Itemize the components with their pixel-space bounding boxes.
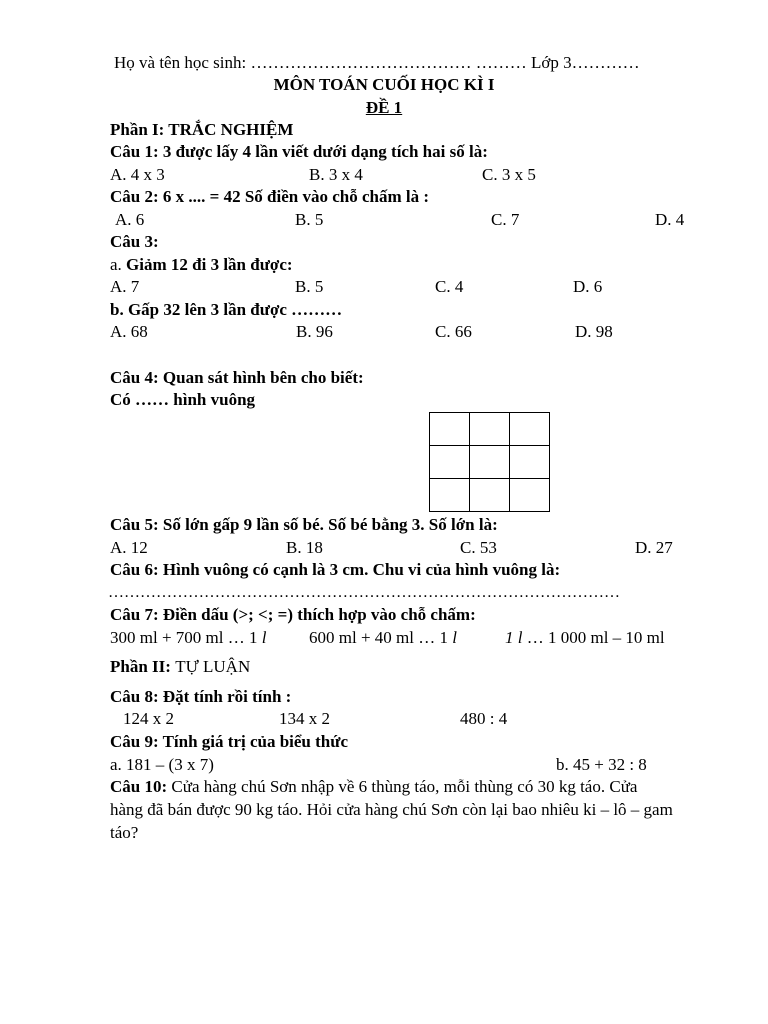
- q2-option-a: A. 6: [115, 210, 145, 229]
- q4-sub: Có …… hình vuông: [110, 390, 256, 409]
- q5-option-b: B. 18: [286, 538, 323, 557]
- q3a-prefix: a.: [110, 255, 127, 274]
- part1-heading: Phần I: TRẮC NGHIỆM: [110, 120, 294, 139]
- grid-cell: [470, 446, 510, 479]
- q7-e3-text: … 1 000 ml – 10 ml: [522, 628, 665, 647]
- student-info-line: Họ và tên học sinh: ………………………………… ……… Lớp 3…………: [114, 53, 640, 72]
- q6-text: : Hình vuông có cạnh là 3 cm. Chu vi của hình vuông là:: [152, 560, 561, 579]
- q3-label: Câu 3:: [110, 232, 159, 251]
- grid-cell: [430, 446, 470, 479]
- q7-e3-unit: 1 l: [505, 628, 523, 647]
- q7-expression-2: [309, 628, 457, 648]
- grid-cell: [430, 413, 470, 446]
- q1-option-a: A. 4 x 3: [110, 165, 165, 184]
- q1-option-c: C. 3 x 5: [482, 165, 536, 184]
- grid-cell: [470, 479, 510, 512]
- q7-prompt: Câu 7: Điền dấu (>; <; =) thích hợp vào chỗ chấm:: [110, 605, 476, 624]
- q8-item-2: 134 x 2: [279, 709, 330, 728]
- q10-line-2: hàng đã bán được 90 kg táo. Hỏi cửa hàng chú Sơn còn lại bao nhiêu ki – lô – gam: [110, 800, 673, 819]
- q2-prompt: [110, 187, 429, 207]
- q3a-text: Giảm 12 đi 3 lần được:: [126, 255, 293, 274]
- q7-e2-unit: l: [452, 628, 457, 647]
- q3b-prompt: b. Gấp 32 lên 3 lần được ………: [110, 300, 343, 319]
- part2-heading-title: TỰ LUẬN: [175, 657, 251, 676]
- q2-option-b: B. 5: [295, 210, 324, 229]
- q7-e2-text: 600 ml + 40 ml … 1: [309, 628, 453, 647]
- q2-label: Câu 2: [110, 187, 153, 206]
- q9-part-a: a. 181 – (3 x 7): [110, 755, 214, 774]
- q3b-option-a: A. 68: [110, 322, 148, 341]
- q8-item-1: 124 x 2: [123, 709, 174, 728]
- q3b-option-c: C. 66: [435, 322, 472, 341]
- q7-expression-3: [505, 628, 665, 648]
- q1-option-b: B. 3 x 4: [309, 165, 363, 184]
- q1-prompt: Câu 1: 3 được lấy 4 lần viết dưới dạng tích hai số là:: [110, 142, 488, 161]
- q3b-option-b: B. 96: [296, 322, 333, 341]
- q3a-option-c: C. 4: [435, 277, 464, 296]
- q8-item-3: 480 : 4: [460, 709, 508, 728]
- q10-line-3: táo?: [110, 823, 139, 842]
- q3a-option-d: D. 6: [573, 277, 603, 296]
- q5-option-d: D. 27: [635, 538, 673, 557]
- q7-e1-text: 300 ml + 700 ml … 1: [110, 628, 262, 647]
- exam-number: ĐỀ 1: [365, 98, 403, 117]
- q4-prompt: Câu 4: Quan sát hình bên cho biết:: [110, 368, 364, 387]
- grid-cell: [510, 413, 550, 446]
- q6-prompt: [110, 560, 560, 580]
- part2-heading: [110, 657, 250, 677]
- q10-text-1: Cửa hàng chú Sơn nhập về 6 thùng táo, mỗi thùng có 30 kg táo. Cửa: [167, 777, 638, 796]
- grid-cell: [510, 479, 550, 512]
- q10-line-1: [110, 777, 637, 797]
- q3a-prompt: [110, 255, 293, 275]
- grid-cell: [510, 446, 550, 479]
- page-title: MÔN TOÁN CUỐI HỌC KÌ I: [273, 75, 495, 94]
- q5-option-c: C. 53: [460, 538, 497, 557]
- square-grid-figure: [429, 412, 550, 512]
- q6-label: Câu 6: [110, 560, 153, 579]
- q2-option-d: D. 4: [655, 210, 685, 229]
- q3a-option-b: B. 5: [295, 277, 324, 296]
- q7-e1-unit: l: [261, 628, 267, 647]
- q7-expression-1: [110, 628, 266, 648]
- q3b-option-d: D. 98: [575, 322, 613, 341]
- q9-part-b: b. 45 + 32 : 8: [556, 755, 647, 774]
- q3a-option-a: A. 7: [110, 277, 140, 296]
- q8-prompt: Câu 8: Đặt tính rồi tính :: [110, 687, 292, 706]
- q6-answer-dots: ……………………………………………………………………………………: [108, 584, 620, 601]
- q5-option-a: A. 12: [110, 538, 148, 557]
- q2-text: : 6 x .... = 42 Số điền vào chỗ chấm là :: [152, 187, 430, 206]
- grid-cell: [470, 413, 510, 446]
- q5-prompt: Câu 5: Số lớn gấp 9 lần số bé. Số bé bằng 3. Số lớn là:: [110, 515, 498, 534]
- part2-heading-label: Phần II:: [110, 657, 176, 676]
- q2-option-c: C. 7: [491, 210, 520, 229]
- q10-label: Câu 10:: [110, 777, 168, 796]
- grid-cell: [430, 479, 470, 512]
- q9-prompt: Câu 9: Tính giá trị của biểu thức: [110, 732, 348, 751]
